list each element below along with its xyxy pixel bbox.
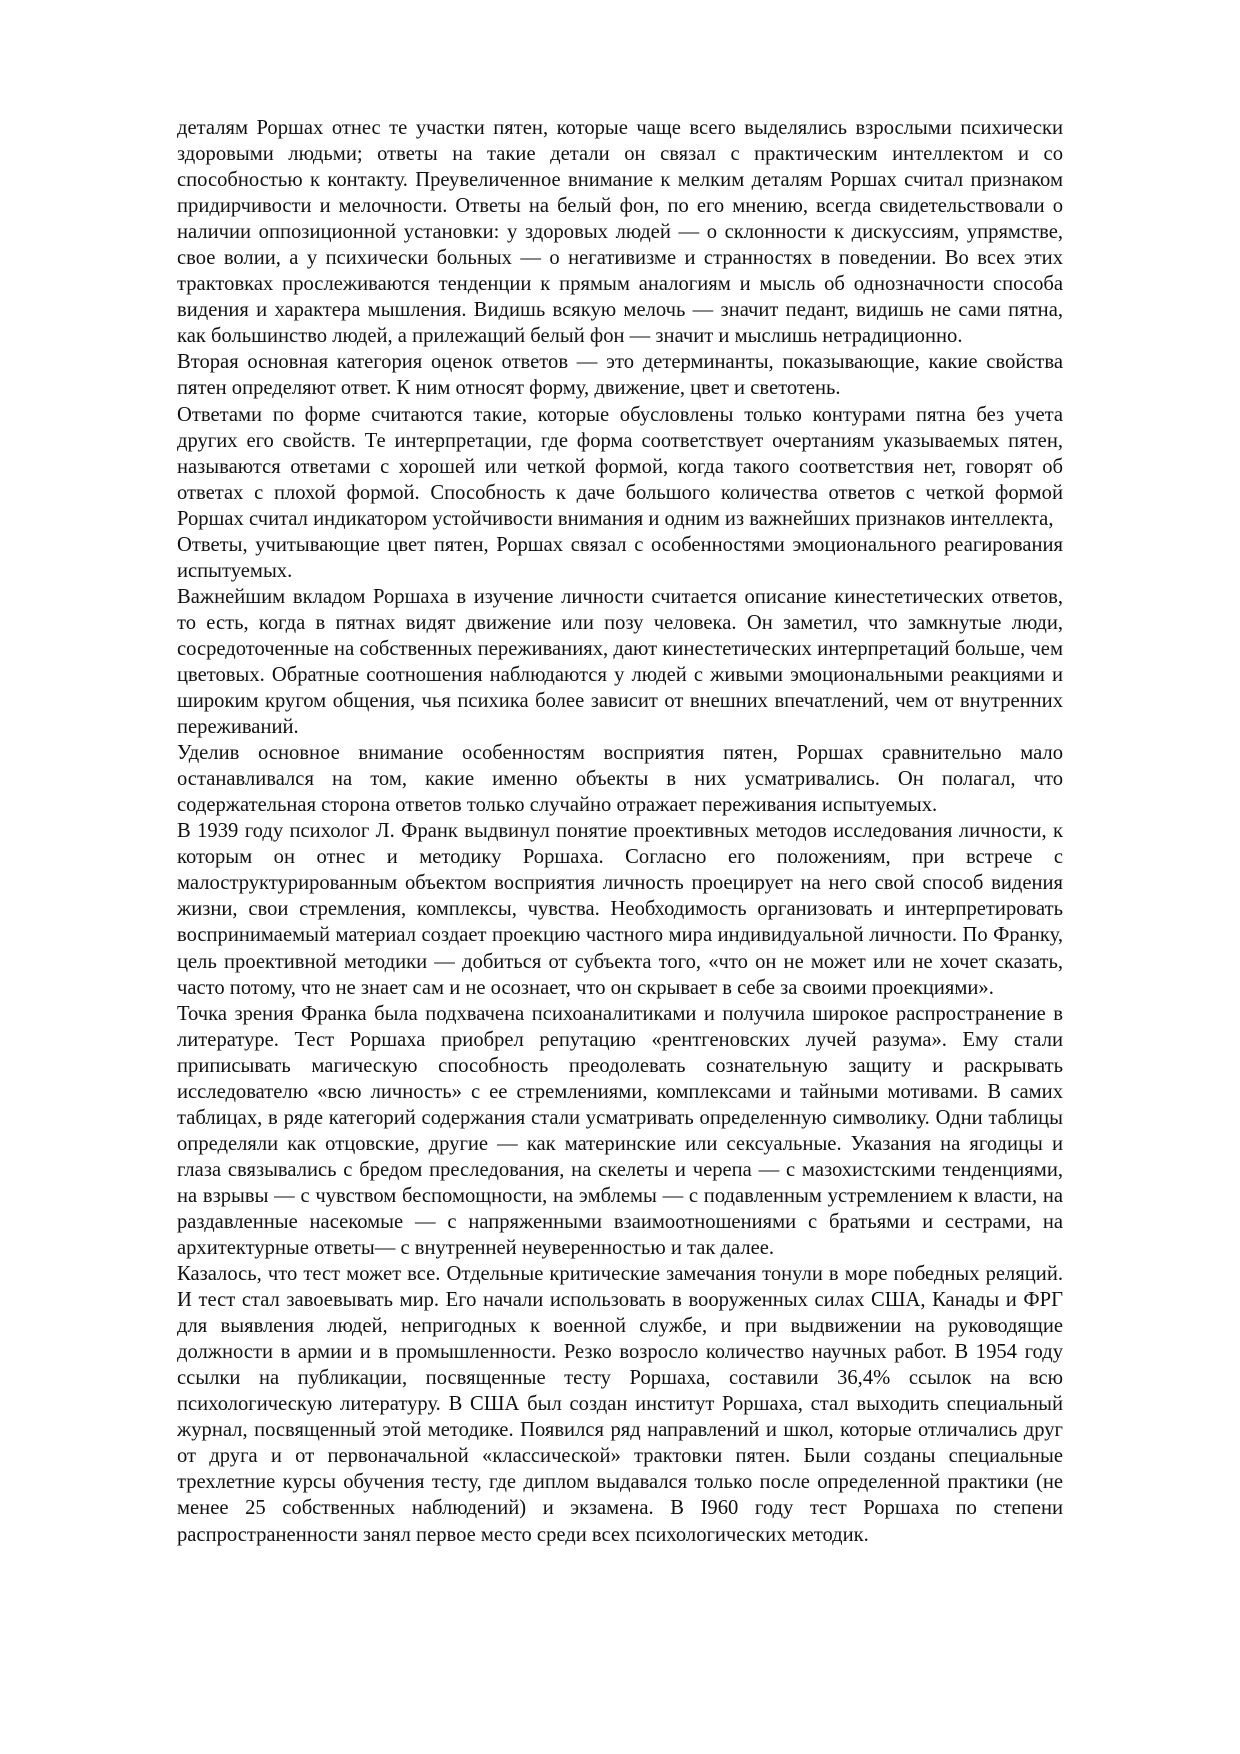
paragraph: Ответы, учитывающие цвет пятен, Роршах связал с особенностями эмоционального реагирования испытуемых. xyxy=(177,533,1063,582)
paragraph: Уделив основное внимание особенностям восприятия пятен, Роршах сравнительно мало останавливался на том, какие именно объекты в них усматривались. Он полагал, что содержательная сторона ответов только случайно отражает переживания испытуемых. xyxy=(177,742,1063,817)
paragraph: Точка зрения Франка была подхвачена психоаналитиками и получила широкое распространение в литературе. Тест Роршаха приобрел репутацию «рентгеновских лучей разума». Ему стали приписывать магическую способность преодолевать сознательную защиту и раскрывать исследователю «всю личность» с ее стремлениями, комплексами и тайными мотивами. В самих таблицах, в ряде категорий содержания стали усматривать определенную символику. Одни таблицы определяли как отцовские, другие — как материнские или сексуальные. Указания на ягодицы и глаза связывались с бредом преследования, на скелеты и черепа — с мазохистскими тенденциями, на взрывы — с чувством беспомощности, на эмблемы — с подавленным устремлением к власти, на раздавленные насекомые — с напряженными взаимоотношениями с братьями и сестрами, на архитектурные ответы— с внутренней неуверенностью и так далее. xyxy=(177,1002,1063,1260)
paragraph: Казалось, что тест может все. Отдельные критические замечания тонули в море победных реляций. И тест стал завоевывать мир. Его начали использовать в вооруженных силах США, Канады и ФРГ для выявления людей, непригодных к военной службе, и при выдвижении на руководящие должности в армии и в промышленности. Резко возросло количество научных работ. В 1954 году ссылки на публикации, посвященные тесту Роршаха, составили 36,4% ссылок на всю психологическую литературу. В США был создан институт Роршаха, стал выходить специальный журнал, посвященный этой методике. Появился ряд направлений и школ, которые отличались друг от друга и от первоначальной «классической» трактовки пятен. Были созданы специальные трехлетние курсы обучения тесту, где диплом выдавался только после определенной практики (не менее 25 собственных наблюдений) и экзамена. В I960 году тест Роршаха по степени распространенности занял первое место среди всех психологических методик. xyxy=(177,1263,1063,1546)
paragraph: деталям Роршах отнес те участки пятен, которые чаще всего выделялись взрослыми психически здоровыми людьми; ответы на такие детали он связал с практическим интеллектом и со способностью к контакту. Преувеличенное внимание к мелким деталям Роршах считал признаком придирчивости и мелочности. Ответы на белый фон, по его мнению, всегда свидетельствовали о наличии оппозиционной установки: у здоровых людей — о склонности к дискуссиям, упрямстве, свое волии, а у психически больных — о негативизме и странностях в поведении. Во всех этих трактовках прослеживаются тенденции к прямым аналогиям и мысль об однозначности способа видения и характера мышления. Видишь всякую мелочь — значит педант, видишь не сами пятна, как большинство людей, а прилежащий белый фон — значит и мыслишь нетрадиционно. xyxy=(177,117,1063,348)
paragraph: Важнейшим вкладом Роршаха в изучение личности считается описание кинестетических ответов, то есть, когда в пятнах видят движение или позу человека. Он заметил, что замкнутые люди, сосредоточенные на собственных переживаниях, дают кинестетических интерпретаций больше, чем цветовых. Обратные соотношения наблюдаются у людей с живыми эмоциональными реакциями и широким кругом общения, чья психика более зависит от внешних впечатлений, чем от внутренних переживаний. xyxy=(177,585,1063,739)
paragraph: Вторая основная категория оценок ответов — это детерминанты, показывающие, какие свойства пятен определяют ответ. К ним относят форму, движение, цвет и светотень. xyxy=(177,351,1063,400)
body-text xyxy=(177,115,1063,1548)
paragraph: Ответами по форме считаются такие, которые обусловлены только контурами пятна без учета других его свойств. Те интерпретации, где форма соответствует очертаниям указываемых пятен, называются ответами с хорошей или четкой формой, когда такого соответствия нет, говорят об ответах с плохой формой. Способность к даче большого количества ответов с четкой формой Роршах считал индикатором устойчивости внимания и одним из важнейших признаков интеллекта, xyxy=(177,403,1063,530)
paragraph: В 1939 году психолог Л. Франк выдвинул понятие проективных методов исследования личности, к которым он отнес и методику Роршаха. Согласно его положениям, при встрече с малоструктурированным объектом восприятия личность проецирует на него свой способ видения жизни, свои стремления, комплексы, чувства. Необходимость организовать и интерпретировать воспринимаемый материал создает проекцию частного мира индивидуальной личности. По Франку, цель проективной методики — добиться от субъекта того, «что он не может или не хочет сказать, часто потому, что не знает сам и не осознает, что он скрывает в себе за своими проекциями». xyxy=(177,820,1063,999)
